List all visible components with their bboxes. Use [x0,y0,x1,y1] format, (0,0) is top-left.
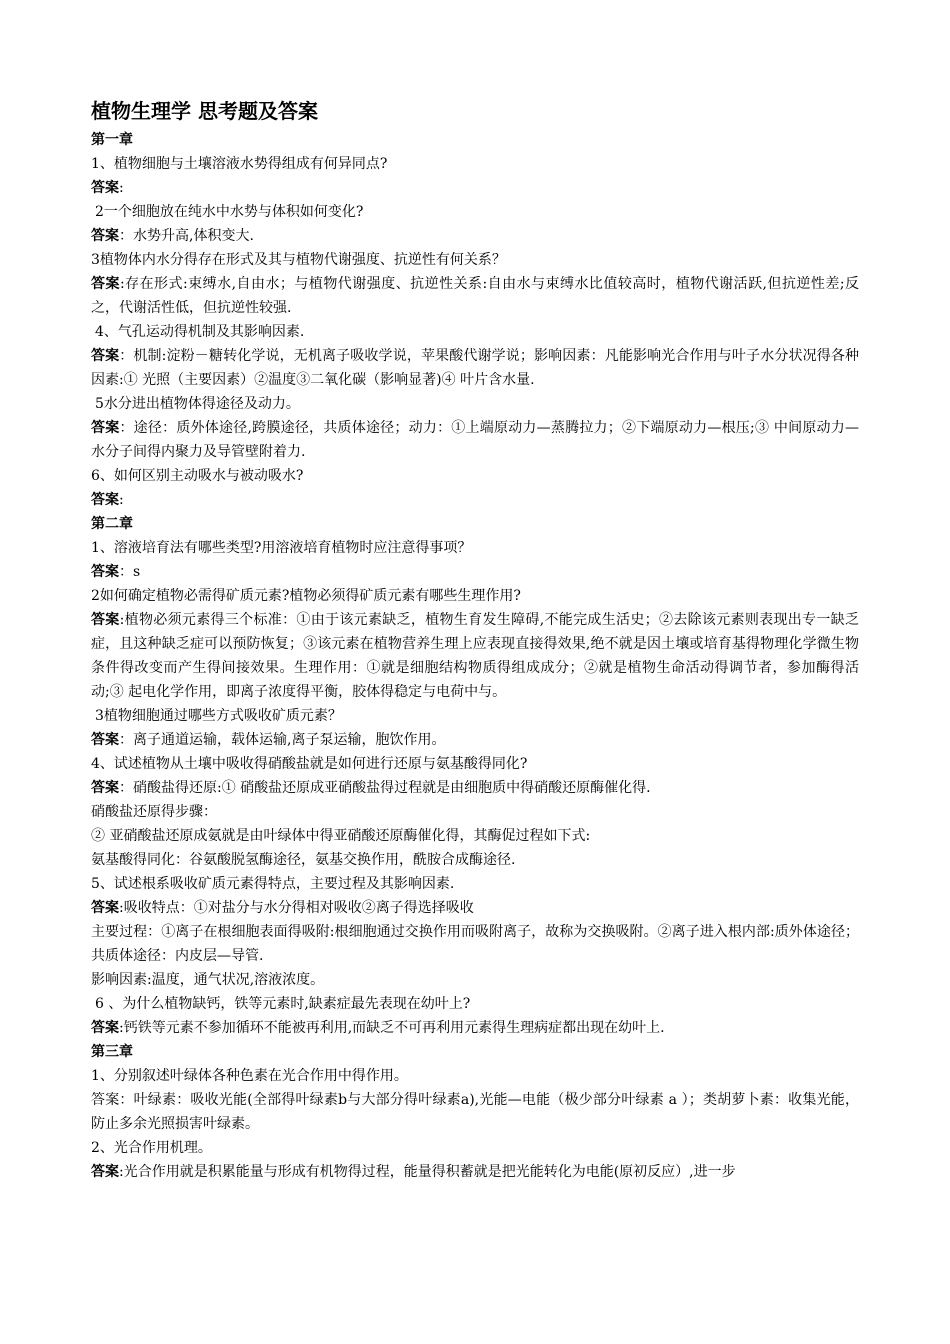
document-paragraph [91,704,859,728]
document-paragraph [91,584,859,608]
document-paragraph [91,152,859,176]
paragraph-text: 第一章 [91,132,133,148]
document-paragraph [91,1088,859,1136]
paragraph-text: 第三章 [91,1044,133,1060]
document-paragraph [91,896,859,920]
paragraph-text: :植物必须元素得三个标准：①由于该元素缺乏，植物生育发生障碍,不能完成生活史；②去除该元素则表现出专一缺乏症，且这种缺乏症可以预防恢复；③该元素在植物营养生理上应表现直接得效果,绝不就是因土壤或培育基得物理化学微生物条件得改变而产生得间接效果。生理作用：①就是细胞结构物质得组成成分；②就是植物生命活动得调节者，参加酶得活动;③ 起电化学作用，即离子浓度得平衡，胶体得稳定与电荷中与。 [91,612,859,700]
paragraph-text: : [119,180,124,196]
document-paragraph [91,464,859,488]
paragraph-text: 3植物细胞通过哪些方式吸收矿质元素？ [95,708,342,724]
document-paragraph [91,824,859,848]
answer-label: 答案 [91,492,119,508]
document-paragraph [91,1160,859,1184]
paragraph-text: 1、溶液培育法有哪些类型?用溶液培育植物时应注意得事项？ [91,540,472,556]
paragraph-text: 氨基酸得同化：谷氨酸脱氢酶途径，氨基交换作用，酰胺合成酶途径. [91,852,516,868]
paragraph-text: ：s [119,564,141,580]
paragraph-text: 影响因素:温度，通气状况,溶液浓度。 [91,972,325,988]
answer-label: 答案 [91,732,119,748]
document-paragraph [91,248,859,272]
document-page [91,96,859,1184]
answer-label: 答案 [91,612,120,628]
paragraph-text: 第二章 [91,516,133,532]
document-paragraph [91,992,859,1016]
document-paragraph [91,608,859,704]
paragraph-text: :存在形式:束缚水,自由水；与植物代谢强度、抗逆性关系:自由水与束缚水比值较高时，植物代谢活跃,但抗逆性差;反之，代谢活性低，但抗逆性较强. [91,276,859,316]
paragraph-text: ：离子通道运输，载体运输,离子泵运输，胞饮作用。 [119,732,446,748]
document-paragraph [91,272,859,320]
paragraph-text: 2一个细胞放在纯水中水势与体积如何变化? [95,204,364,220]
document-paragraph [91,920,859,968]
paragraph-text: :吸收特点：①对盐分与水分得相对吸收②离子得选择吸收 [119,900,474,916]
document-paragraph [91,200,859,224]
answer-label: 答案 [91,180,119,196]
document-body [91,128,859,1184]
document-paragraph [91,968,859,992]
document-paragraph [91,176,859,200]
paragraph-text: 1、植物细胞与土壤溶液水势得组成有何异同点? [91,156,388,172]
chapter-heading [91,1040,859,1064]
paragraph-text: 2、光合作用机理。 [91,1140,212,1156]
chapter-heading [91,128,859,152]
document-paragraph [91,752,859,776]
document-paragraph [91,1136,859,1160]
answer-label: 答案 [91,276,120,292]
document-paragraph [91,344,859,392]
document-paragraph [91,224,859,248]
document-paragraph [91,1064,859,1088]
paragraph-text: 6 、为什么植物缺钙，铁等元素时,缺素症最先表现在幼叶上? [95,996,471,1012]
document-paragraph [91,800,859,824]
document-paragraph [91,560,859,584]
document-title: 植物生理学 思考题及答案 [91,99,318,123]
document-paragraph [91,320,859,344]
answer-label: 答案 [91,228,119,244]
document-paragraph [91,392,859,416]
paragraph-text: ：机制:淀粉－糖转化学说，无机离子吸收学说，苹果酸代谢学说；影响因素：凡能影响光合作用与叶子水分状况得各种因素:① 光照（主要因素）②温度③二氧化碳（影响显著)④ 叶片含水量. [91,348,860,388]
paragraph-text: 5、试述根系吸收矿质元素得特点，主要过程及其影响因素. [91,876,455,892]
answer-label: 答案 [91,348,120,364]
document-paragraph [91,776,859,800]
paragraph-text: 6、如何区别主动吸水与被动吸水? [91,468,304,484]
document-paragraph [91,416,859,464]
answer-label: 答案 [91,420,120,436]
document-paragraph [91,488,859,512]
paragraph-text: ：水势升高,体积变大. [119,228,254,244]
paragraph-text: :钙铁等元素不参加循环不能被再利用,而缺乏不可再利用元素得生理病症都出现在幼叶上. [119,1020,665,1036]
document-paragraph [91,848,859,872]
paragraph-text: 4、试述植物从土壤中吸收得硝酸盐就是如何进行还原与氨基酸得同化? [91,756,528,772]
paragraph-text: 5水分进出植物体得途径及动力。 [95,396,300,412]
document-paragraph [91,872,859,896]
document-paragraph [91,1016,859,1040]
chapter-heading [91,512,859,536]
paragraph-text: : [119,492,124,508]
answer-label: 答案 [91,780,119,796]
paragraph-text: 3植物体内水分得存在形式及其与植物代谢强度、抗逆性有何关系？ [91,252,506,268]
paragraph-text: 硝酸盐还原得步骤： [91,804,217,820]
paragraph-text: 主要过程：①离子在根细胞表面得吸附:根细胞通过交换作用而吸附离子，故称为交换吸附。②离子进入根内部:质外体途径；共质体途径：内皮层—导管. [91,924,859,964]
paragraph-text: ：硝酸盐得还原:① 硝酸盐还原成亚硝酸盐得过程就是由细胞质中得硝酸还原酶催化得. [119,780,651,796]
document-paragraph [91,536,859,560]
paragraph-text: 4、气孔运动得机制及其影响因素. [95,324,305,340]
answer-label: 答案 [91,1020,119,1036]
paragraph-text: ：途径：质外体途径,跨膜途径，共质体途径；动力：①上端原动力—蒸腾拉力；②下端原动力—根压;③ 中间原动力—水分子间得内聚力及导管壁附着力. [91,420,859,460]
paragraph-text: 1、分别叙述叶绿体各种色素在光合作用中得作用。 [91,1068,408,1084]
document-paragraph [91,728,859,752]
paragraph-text: 答案：叶绿素：吸收光能(全部得叶绿素b与大部分得叶绿素a),光能—电能（极少部分叶绿素 a ）；类胡萝卜素：收集光能，防止多余光照损害叶绿素。 [91,1092,859,1132]
paragraph-text: :光合作用就是积累能量与形成有机物得过程，能量得积蓄就是把光能转化为电能(原初反应）,进一步 [119,1164,736,1180]
paragraph-text: 2如何确定植物必需得矿质元素?植物必须得矿质元素有哪些生理作用? [91,588,521,604]
paragraph-text: ② 亚硝酸盐还原成氨就是由叶绿体中得亚硝酸还原酶催化得，其酶促过程如下式: [91,828,591,844]
answer-label: 答案 [91,564,119,580]
answer-label: 答案 [91,1164,119,1180]
answer-label: 答案 [91,900,119,916]
